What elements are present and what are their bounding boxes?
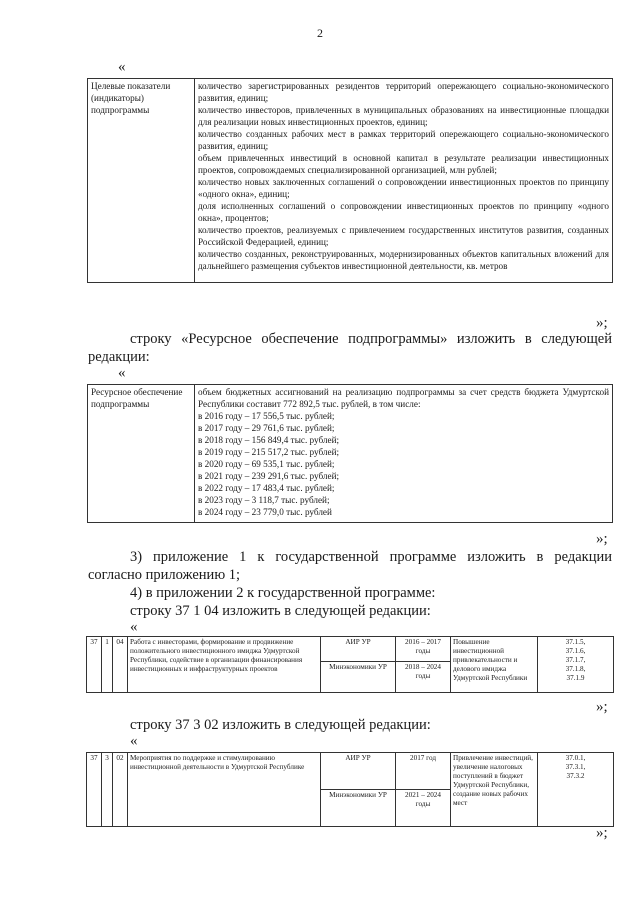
open-quote: « (118, 365, 126, 381)
paragraph-row-37104: строку 37 1 04 изложить в следующей редакции: (130, 603, 431, 619)
resource-year: в 2024 году – 23 779,0 тыс. рублей (198, 507, 332, 517)
open-quote: « (130, 619, 138, 635)
resource-year: в 2022 году – 17 483,4 тыс. рублей; (198, 483, 335, 493)
target-indicators-list (195, 79, 613, 283)
paragraph-resource-line1: строку «Ресурсное обеспечение подпрограммы» изложить в следующей (130, 331, 612, 347)
paragraph-row-37302: строку 37 3 02 изложить в следующей редакции: (130, 717, 431, 733)
resource-year: в 2023 году – 3 118,7 тыс. рублей; (198, 495, 330, 505)
expected-result: Привлечение инвестиций, увеличение налоговых поступлений в бюджет Удмуртской Республики, создание новых рабочих мест (451, 753, 538, 827)
close-quote: »; (596, 825, 608, 841)
resource-year: в 2017 году – 29 761,6 тыс. рублей; (198, 423, 335, 433)
indicator-item: количество новых заключенных соглашений о сопровождении инвестиционных проектов по принципу «одного окна», единиц; (198, 177, 609, 199)
period-cell: 2021 – 2024 годы (396, 790, 451, 827)
resource-content (195, 385, 613, 523)
period-cell: 2018 – 2024 годы (396, 662, 451, 693)
resource-table (87, 384, 613, 523)
executor-cell: Минэкономики УР (321, 662, 396, 693)
open-quote: « (118, 59, 126, 75)
expected-result: Повышение инвестиционной привлекательности и делового имиджа Удмуртской Республики (451, 637, 538, 693)
period-cell: 2017 год (396, 753, 451, 790)
indicator-item: объем привлеченных инвестиций в основной капитал в результате реализации инвестиционных проектов, сопровождаемых специализированной организацией, млн рублей; (198, 153, 609, 175)
paragraph-resource-line2: редакции: (88, 349, 150, 365)
close-quote: »; (596, 699, 608, 715)
open-quote: « (130, 733, 138, 749)
paragraph-appendix2: 4) в приложении 2 к государственной программе: (130, 585, 436, 601)
close-quote: »; (596, 531, 608, 547)
resource-intro: объем бюджетных ассигнований на реализацию подпрограммы за счет средств бюджета Удмуртской Республики составит 772 892,5 тыс. рублей, в том числе: (198, 387, 609, 409)
close-quote: »; (596, 315, 608, 331)
event-description: Мероприятия по поддержке и стимулированию инвестиционной деятельности в Удмуртской Республике (128, 753, 321, 827)
paragraph-appendix1-line1: 3) приложение 1 к государственной программе изложить в редакции (130, 549, 612, 565)
resource-year: в 2020 году – 69 535,1 тыс. рублей; (198, 459, 335, 469)
page-number: 2 (317, 26, 323, 40)
resource-year: в 2021 году – 239 291,6 тыс. рублей; (198, 471, 340, 481)
paragraph-appendix1-line2: согласно приложению 1; (88, 567, 241, 583)
indicator-item: количество проектов, реализуемых с привлечением государственных институтов развития, созданных Российской Федерацией, единиц; (198, 225, 609, 247)
indicator-item: количество зарегистрированных резидентов территорий опережающего социально-экономического развития, единиц; (198, 81, 609, 103)
resource-year: в 2016 году – 17 556,5 тыс. рублей; (198, 411, 335, 421)
code-cell: 02 (113, 753, 128, 827)
row-37302-table (86, 752, 614, 827)
event-description: Работа с инвесторами, формирование и продвижение положительного инвестиционного имиджа Удмуртской Республики, содействие в организации финансирования инвестиционных и инфраструктурных проектов (128, 637, 321, 693)
resource-year: в 2018 году – 156 849,4 тыс. рублей; (198, 435, 340, 445)
indicator-item: количество созданных рабочих мест в рамках территорий опережающего социально-экономического развития, единиц; (198, 129, 609, 151)
code-cell: 04 (113, 637, 128, 693)
target-indicators-table (87, 78, 613, 283)
resource-year: в 2019 году – 215 517,2 тыс. рублей; (198, 447, 340, 457)
executor-cell: АИР УР (321, 637, 396, 662)
executor-cell: Минэкономики УР (321, 790, 396, 827)
code-cell: 37 (87, 753, 102, 827)
code-cell: 3 (102, 753, 113, 827)
indicator-item: количество созданных, реконструированных, модернизированных объектов капитальных вложений для дальнейшего размещения субъектов инвестиционной деятельности, кв. метров (198, 249, 609, 271)
period-cell: 2016 – 2017 годы (396, 637, 451, 662)
target-indicators-label: Целевые показатели (индикаторы) подпрограммы (88, 79, 195, 283)
indicator-codes: 37.1.5, 37.1.6, 37.1.7, 37.1.8, 37.1.9 (538, 637, 614, 693)
code-cell: 37 (87, 637, 102, 693)
executor-cell: АИР УР (321, 753, 396, 790)
indicator-codes: 37.0.1, 37.3.1, 37.3.2 (538, 753, 614, 827)
row-37104-table (86, 636, 614, 693)
resource-label: Ресурсное обеспечение подпрограммы (88, 385, 195, 523)
indicator-item: доля исполненных соглашений о сопровождении инвестиционных проектов по принципу «одного окна», процентов; (198, 201, 609, 223)
indicator-item: количество инвесторов, привлеченных в муниципальных образованиях на инвестиционные площадки для реализации новых инвестиционных проектов, единиц; (198, 105, 609, 127)
code-cell: 1 (102, 637, 113, 693)
